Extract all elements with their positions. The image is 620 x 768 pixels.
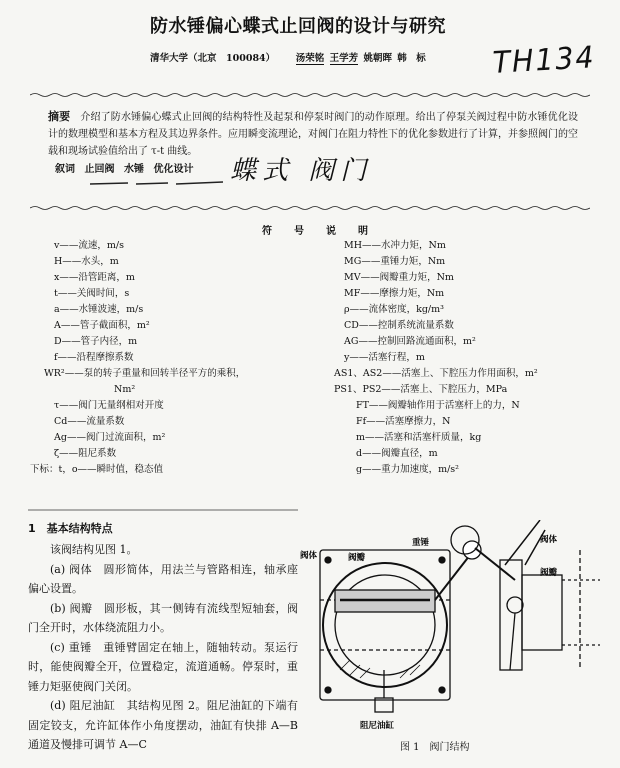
symbol-entry: H——水头，m <box>54 256 119 267</box>
symbol-entry: AG——控制回路流通面积，m² <box>344 336 476 347</box>
symbol-entry: f——沿程摩擦系数 <box>54 352 134 363</box>
label-valve-disc-right: 阀瓣 <box>540 568 558 578</box>
symbol-entry: FT——阀瓣轴作用于活塞杆上的力，N <box>356 400 520 411</box>
valve-structure-figure <box>300 520 610 735</box>
paragraph: (d) 阻尼油缸 其结构见图 2。阻尼油缸的下端有固定铰支，允许缸体作小角度摆动，油缸有快排 A—B 通道及慢排可调节 A—C <box>28 699 298 751</box>
paragraph: (a) 阀体 圆形简体，用法兰与管路相连，轴承座偏心设置。 <box>28 562 298 595</box>
label-valve-body-right: 阀体 <box>540 535 558 545</box>
section-rule <box>28 508 298 512</box>
label-damping-cylinder: 阻尼油缸 <box>360 721 395 731</box>
section-body <box>28 540 298 755</box>
symbol-entry: A——管子截面积，m² <box>54 320 150 331</box>
symbol-entry: v——流速，m/s <box>54 240 124 251</box>
symbol-entry: MF——摩擦力矩，Nm <box>344 288 445 299</box>
affiliation: 清华大学（北京 100084） <box>150 53 276 64</box>
keyword-underline-scribble <box>88 178 228 190</box>
keyword-3: 优化设计 <box>153 164 194 175</box>
symbol-entry: ρ——流体密度，kg/m³ <box>344 304 444 315</box>
handwritten-keywords: 蝶式 阀门 <box>230 156 373 186</box>
handwritten-class-code: TH134 <box>491 40 597 81</box>
symbol-entry: ζ——阻尼系数 <box>54 448 117 459</box>
keywords-label: 叙词 <box>55 164 75 175</box>
symbol-entry: CD——控制系统流量系数 <box>344 320 454 331</box>
author-3: 姚朝晖 <box>363 53 392 64</box>
abstract-label: 摘要 <box>48 110 71 123</box>
symbol-entry: Ff——活塞摩擦力，N <box>356 416 451 427</box>
symbol-entry: MG——重锤力矩，Nm <box>344 256 446 267</box>
paragraph: (b) 阀瓣 圆形板，其一侧铸有流线型短轴套，阀门全开时，水体绕流阻力小。 <box>28 601 298 634</box>
valve-body-outline <box>320 550 450 700</box>
author-2: 王学芳 <box>329 53 359 64</box>
keyword-2: 水锤 <box>123 164 144 175</box>
symbol-entry: m——活塞和活塞杆质量，kg <box>356 432 482 443</box>
symbol-entry: WR²——泵的转子重量和回转半径平方的乘积， <box>44 368 246 379</box>
symbol-entry: Cd——流量系数 <box>54 416 125 427</box>
symbol-entry: g——重力加速度，m/s² <box>356 464 459 475</box>
symbol-entry: τ——阀门无量纲相对开度 <box>54 400 164 411</box>
symbol-entry: PS1、PS2——活塞上、下腔压力，MPa <box>334 384 508 395</box>
symbol-entry: D——管子内径，m <box>54 336 138 347</box>
paragraph: 该阀结构见图 1。 <box>50 543 138 556</box>
abstract-text: 介绍了防水锤偏心蝶式止回阀的结构特性及起泵和停泵时阀门的动作原理。给出了停泵关阀过程中防水锤优化设计的数理模型和基本方程及其边界条件。应用瞬变流理论，对阀门在阻力特性下的优化参数进行了计算，并参照阀门的空载和现场试验值给出了 τ-t 曲线。 <box>48 112 579 157</box>
symbols-left-column <box>30 238 246 478</box>
symbol-entry-cont: Nm² <box>114 384 136 395</box>
symbol-entry: a——水锤波速，m/s <box>54 304 144 315</box>
subscript-note: 下标：t，o——瞬时值，稳态值 <box>30 464 164 475</box>
symbol-entry: x——沿管距离，m <box>54 272 135 283</box>
author-4: 韩 标 <box>397 53 426 64</box>
label-counterweight: 重锤 <box>412 538 430 548</box>
symbol-entry: t——关阀时间，s <box>54 288 130 299</box>
symbols-title: 符 号 说 明 <box>262 226 374 237</box>
symbol-entry: MH——水冲力矩，Nm <box>344 240 446 251</box>
label-valve-body-left: 阀体 <box>300 551 318 561</box>
keyword-1: 止回阀 <box>84 164 115 175</box>
label-valve-disc-left: 阀瓣 <box>348 553 366 563</box>
figure-caption: 图 1 阀门结构 <box>400 742 470 753</box>
author-1: 汤荣铭 <box>295 53 325 64</box>
keywords <box>55 160 193 175</box>
symbol-entry: AS1、AS2——活塞上、下腔压力作用面积，m² <box>334 368 538 379</box>
symbol-entry: Ag——阀门过流面积，m² <box>54 432 166 443</box>
paragraph: (c) 重锤 重锤臂固定在轴上，随轴转动。泵运行时，能使阀瓣全开，位置稳定，流道通畅。停泵时，重锤力矩驱使阀门关闭。 <box>28 640 298 693</box>
symbol-entry: MV——阀瓣重力矩，Nm <box>344 272 454 283</box>
wavy-rule-top <box>30 92 590 98</box>
section-heading: 1 基本结构特点 <box>28 522 113 535</box>
symbol-entry: y——活塞行程，m <box>344 352 425 363</box>
author-line <box>150 50 426 64</box>
paper-title: 防水锤偏心蝶式止回阀的设计与研究 <box>150 16 446 37</box>
wavy-rule-mid <box>30 205 590 211</box>
symbol-entry: d——阀瓣直径，m <box>356 448 438 459</box>
symbols-right-column <box>334 238 538 478</box>
